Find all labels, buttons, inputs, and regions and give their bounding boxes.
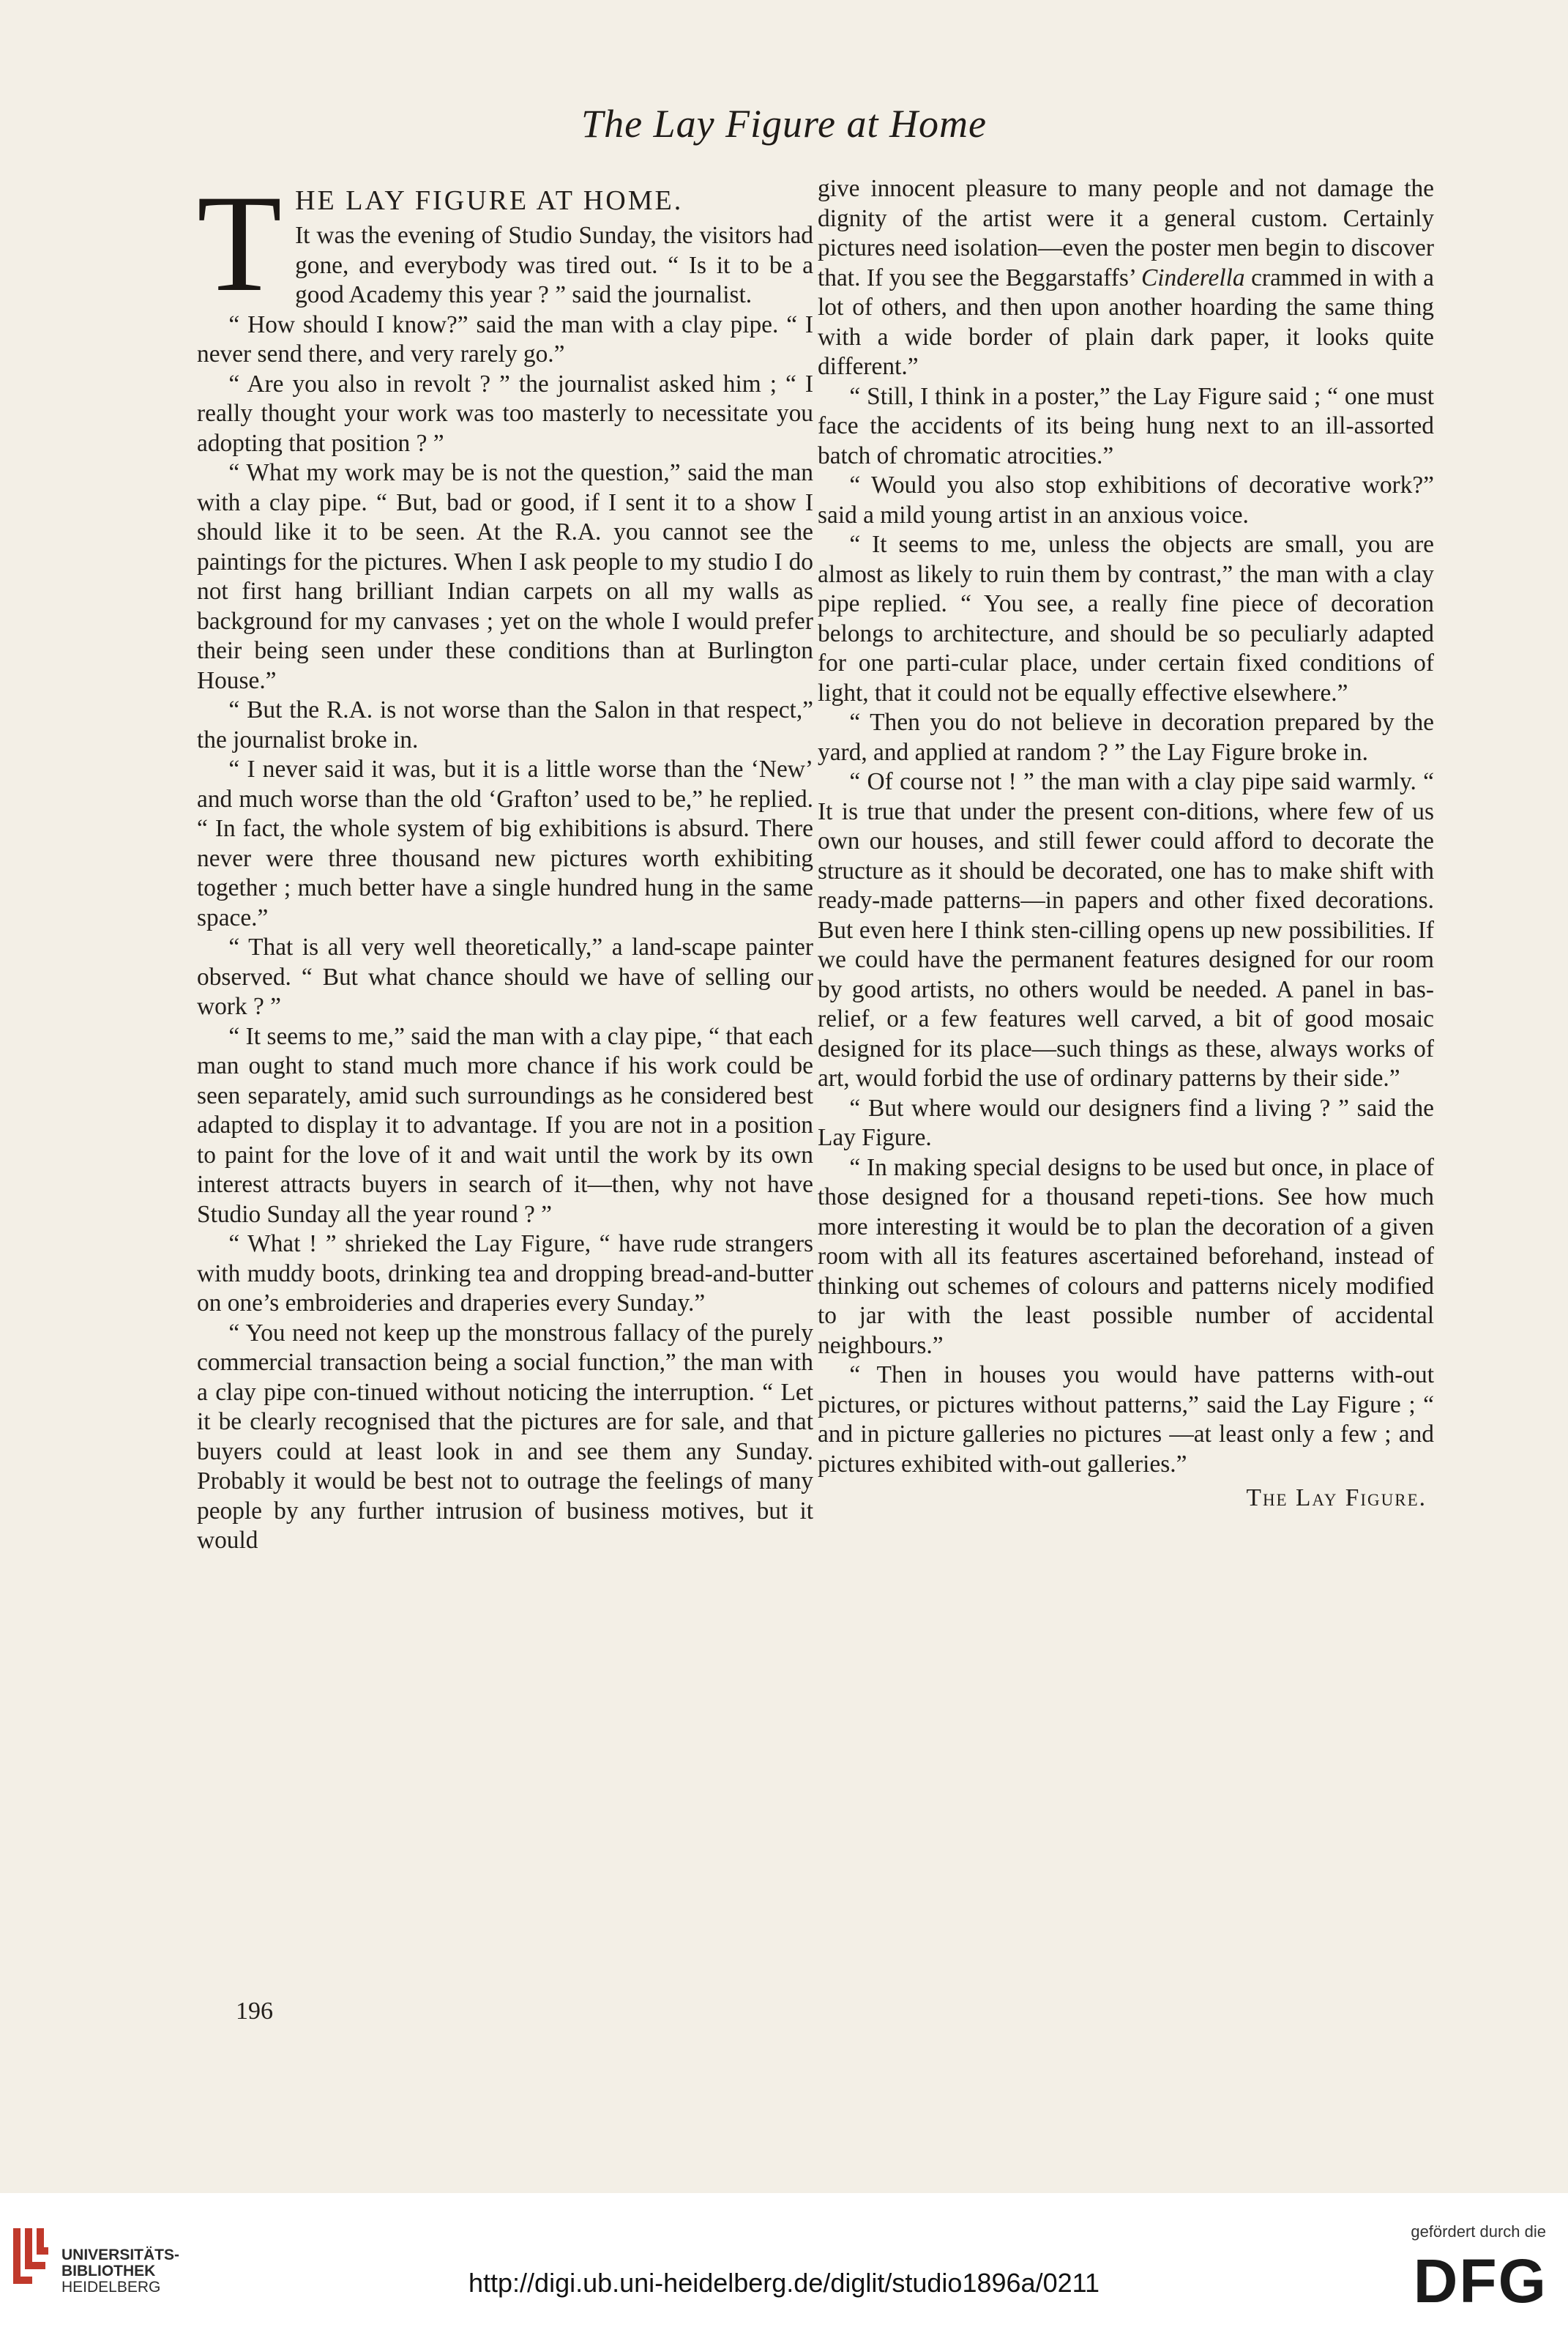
- paragraph: “ Would you also stop exhibitions of decorative work?” said a mild young artist in an anxious voice.: [818, 472, 1434, 529]
- paragraph: It was the evening of Studio Sunday, the visitors had gone, and everybody was tired out. “ Is it to be a good Academy this year ? ” said the journalist.: [295, 222, 813, 308]
- paragraph: “ Then in houses you would have patterns with-out pictures, or pictures without patterns,” said the Lay Figure ; “ and in picture galleries no pictures —at least only a few ; and pictures exhibited with-out galleries.”: [818, 1361, 1434, 1478]
- paragraph: “ You need not keep up the monstrous fallacy of the purely commercial transaction being a social function,” the man with a clay pipe con-tinued without noticing the interruption. “ Let it be clearly recognised that the pictures are for sale, and that buyers could at least look in and see them any Sunday. Probably it would be best not to outrage the feelings of many people by any further intrusion of business motives, but it would: [197, 1319, 813, 1554]
- source-url-link[interactable]: http://digi.ub.uni-heidelberg.de/diglit/studio1896a/0211: [468, 2268, 1100, 2298]
- paragraph: “ Then you do not believe in decoration prepared by the yard, and applied at random ? ” the Lay Figure broke in.: [818, 709, 1434, 766]
- left-paragraphs: [197, 221, 813, 1556]
- article-title: HE LAY FIGURE AT HOME.: [295, 185, 684, 216]
- paragraph: “ But the R.A. is not worse than the Salon in that respect,” the journalist broke in.: [197, 696, 813, 753]
- paragraph: “ That is all very well theoretically,” a land-scape painter observed. “ But what chance should we have of selling our work ? ”: [197, 934, 813, 1020]
- italic-title: Cinderella: [1141, 264, 1245, 291]
- funding-label: gefördert durch die: [1411, 2222, 1546, 2241]
- paragraph: “ Still, I think in a poster,” the Lay Figure said ; “ one must face the accidents of its being hung next to an ill-assorted batch of chromatic atrocities.”: [818, 382, 1434, 469]
- dfg-logo: DFG: [1413, 2247, 1548, 2315]
- left-column: [197, 167, 813, 1556]
- paragraph: “ What ! ” shrieked the Lay Figure, “ have rude strangers with muddy boots, drinking tea and dropping bread-and-butter on one’s embroideries and draperies every Sunday.”: [197, 1230, 813, 1317]
- digitization-footer: [0, 2193, 1568, 2330]
- signature: The Lay Figure.: [1246, 1484, 1427, 1511]
- page-number: 196: [236, 1998, 273, 2025]
- paragraph: “ It seems to me,” said the man with a clay pipe, “ that each man ought to stand much more chance if his work could be seen separately, amid such surroundings as he considered best adapted to display it to advantage. If you are not in a position to paint for the love of it and wait until the work by its own interest attracts buyers in search of it—then, why not have Studio Sunday all the year round ? ”: [197, 1022, 813, 1228]
- paragraph: “ What my work may be is not the question,” said the man with a clay pipe. “ But, bad or good, if I sent it to a show I should like it to be seen. At the R.A. you cannot see the paintings for the pictures. When I ask people to my studio I do not first hang brilliant Indian carpets on all my walls as background for my canvases ; yet on the whole I would prefer their being seen under these conditions than at Burlington House.”: [197, 459, 813, 694]
- right-column: [818, 174, 1434, 1514]
- running-header: The Lay Figure at Home: [581, 102, 987, 146]
- paragraph: “ Are you also in revolt ? ” the journalist asked him ; “ I really thought your work was too masterly to necessitate you adopting that position ? ”: [197, 370, 813, 457]
- paragraph: give innocent pleasure to many people and not damage the dignity of the artist were it a general custom. Certainly pictures need isolation—even the poster men begin to discover that. If you see the Beggarstaffs’ Cinderella crammed in with a lot of others, and then upon another hoarding the same thing with a wide border of plain dark paper, it looks quite different.”: [818, 175, 1434, 380]
- paragraph: “ Of course not ! ” the man with a clay pipe said warmly. “ It is true that under the present con-ditions, where few of us own our houses, and still fewer could afford to decorate the structure as it should be decorated, one has to make shift with ready-made patterns—in papers and other fixed decorations. But even here I think sten-cilling opens up new possibilities. If we could have the permanent features designed for our room by good artists, no others would be needed. A panel in bas-relief, or a few features well carved, a bit of good mosaic designed for its place—such things as these, always works of art, would forbid the use of ordinary patterns by their side.”: [818, 768, 1434, 1092]
- paragraph: “ In making special designs to be used but once, in place of those designed for a thousand repeti-tions. See how much more interesting it would be to plan the decoration of a given room with all its features ascertained beforehand, instead of thinking out schemes of colours and patterns nicely modified to jar with the least possible number of accidental neighbours.”: [818, 1153, 1434, 1359]
- paragraph: “ How should I know?” said the man with a clay pipe. “ I never send there, and very rarely go.”: [197, 310, 813, 368]
- paragraph: “ I never said it was, but it is a little worse than the ‘New’ and much worse than the old ‘Grafton’ used to be,” he replied. “ In fact, the whole system of big exhibitions is absurd. There never were three thousand new pictures worth exhibiting together ; much better have a single hundred hung in the same space.”: [197, 756, 813, 931]
- drop-cap: T: [197, 167, 283, 321]
- right-paragraphs: [818, 382, 1434, 1480]
- paragraph: “ But where would our designers find a living ? ” said the Lay Figure.: [818, 1094, 1434, 1151]
- paragraph: “ It seems to me, unless the objects are small, you are almost as likely to ruin them by contrast,” the man with a clay pipe replied. “ You see, a really fine piece of decoration belongs to architecture, and should be so peculiarly adapted for one parti-cular place, under certain fixed conditions of light, that it could not be equally effective elsewhere.”: [818, 531, 1434, 707]
- library-name: UNIVERSITÄTS- BIBLIOTHEK HEIDELBERG: [61, 2247, 180, 2296]
